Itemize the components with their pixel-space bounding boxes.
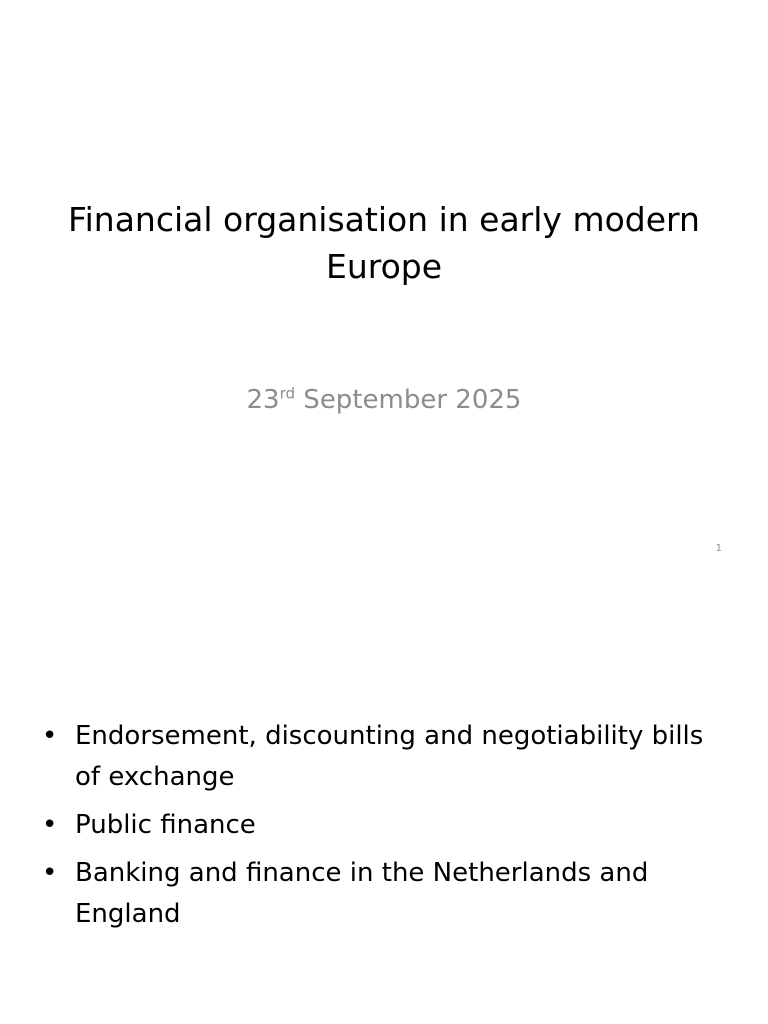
slide-number: 1 bbox=[715, 543, 722, 554]
bullet-icon: • bbox=[42, 810, 58, 840]
bullet-item bbox=[40, 716, 720, 798]
slide-title: Financial organisation in early modern Europe bbox=[68, 200, 700, 286]
content-slide bbox=[0, 576, 768, 1024]
bullet-icon: • bbox=[42, 721, 58, 751]
bullet-item bbox=[40, 853, 720, 935]
bullet-text: Banking and finance in the Netherlands and England bbox=[75, 858, 649, 929]
date-rest: September 2025 bbox=[295, 385, 522, 415]
bullet-text: Endorsement, discounting and negotiability bills of exchange bbox=[75, 721, 704, 792]
bullet-icon: • bbox=[42, 858, 58, 888]
bullet-list bbox=[40, 716, 720, 942]
slide-date bbox=[40, 380, 728, 420]
date-day: 23 bbox=[246, 385, 280, 415]
bullet-text: Public finance bbox=[75, 810, 256, 840]
date-suffix: rd bbox=[279, 384, 296, 403]
bullet-item bbox=[40, 805, 720, 846]
